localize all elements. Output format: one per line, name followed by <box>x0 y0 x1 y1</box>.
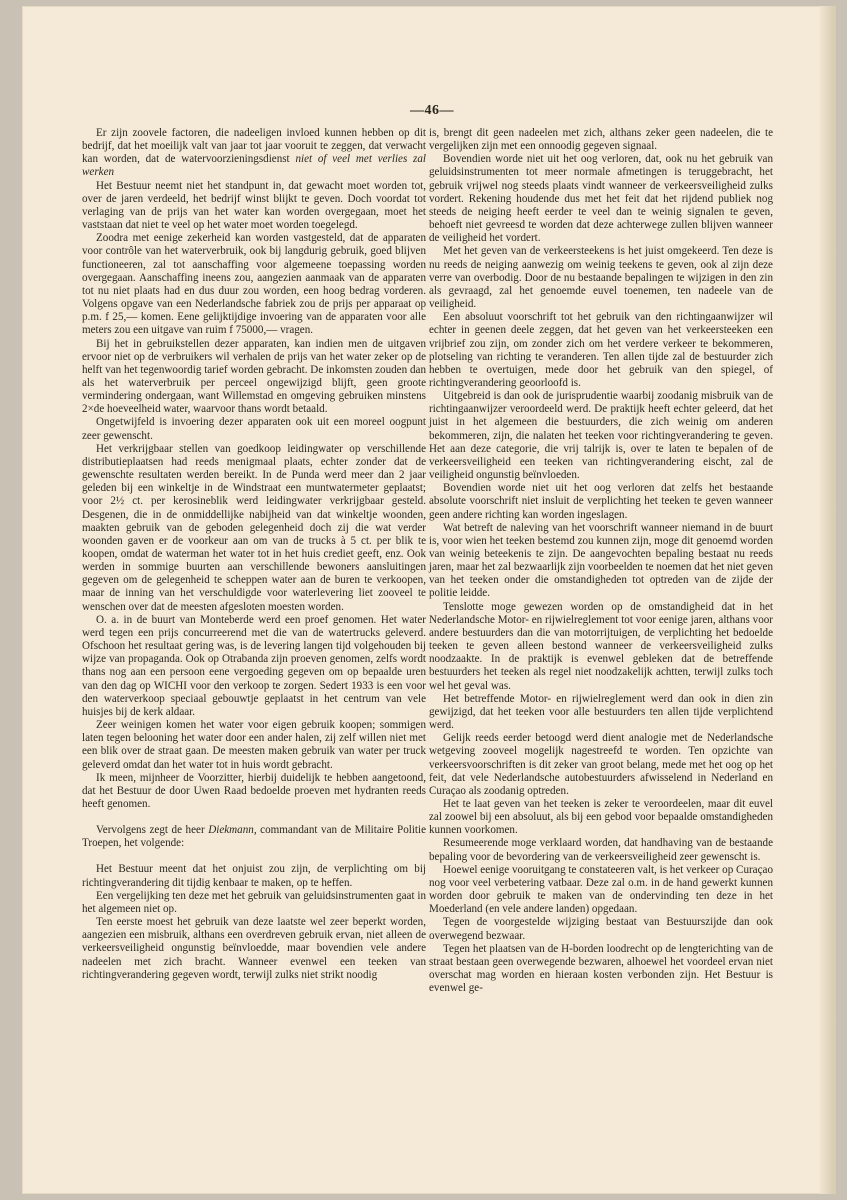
paragraph-text: Bovendien worde niet uit het oog verloren, dat, ook nu het gebruik van geluidsinstrumenten tot meer normale afmetingen is teruggebracht, het gebruik vrijwel nog steeds plaats vindt wanneer de verkeersveiligheid zulks vordert. Rekening houdende dus met het feit dat het rijdend publiek nog steeds de neiging heeft eerder te veel dan te weinig signalen te geven, behoeft niet gevreesd te worden dat deze achterwege zullen blijven wanneer de veiligheid het vordert. <box>429 153 773 245</box>
paragraph-text-after: commandant van de Militaire Politie Troepen, het volgende: <box>82 824 426 850</box>
paragraph <box>429 153 773 245</box>
paragraph <box>429 311 773 390</box>
paragraph <box>82 824 426 850</box>
paragraph <box>429 390 773 482</box>
paragraph-text: Tegen de voorgestelde wijziging bestaat van Bestuurszijde dan ook overwegend bezwaar. <box>429 916 773 942</box>
paragraph-emphasis: niet of veel met verlies zal werken <box>82 153 426 179</box>
paragraph-text: Met het geven van de verkeersteekens is het juist omgekeerd. Ten deze is nu reeds de neiging aanwezig om weinig teekens te geven, ook al zijn deze verre van overbodig. Door de nu bestaande bepalingen te wijzigen in den zin als gevraagd, zal het genoemde euvel toenemen, ten nadeele van de veiligheid. <box>429 245 773 311</box>
paragraph <box>82 232 426 337</box>
paragraph <box>429 837 773 863</box>
paragraph-text: Ten eerste moest het gebruik van deze laatste wel zeer beperkt worden, aangezien een misbruik, althans een overdreven gebruik ervan, niet alleen de verkeersveiligheid ongunstig beïnvloedde, maar bovendien vele andere nadeelen met zich bracht. Wanneer evenwel een teeken van richtingverandering gegeven wordt, terwijl zulks niet strikt noodig <box>82 916 426 981</box>
paragraph-text: Gelijk reeds eerder betoogd werd dient analogie met de Nederlandsche wetgeving zooveel mogelijk nagestreefd te worden. Ten opzichte van verkeersvoorschriften is dit zeker van groot belang, mede met het oog op het feit, dat vele Nederlandsche autobestuurders afwisselend in Nederland en Curaçao als zoodanig optreden. <box>429 732 773 797</box>
paragraph <box>82 416 426 442</box>
paragraph-text: Er zijn zoovele factoren, die nadeeligen invloed kunnen hebben op dit bedrijf, dat het moeilijk valt van jaar tot jaar vooruit te zeggen, dat verwacht kan worden, dat de watervoorzieningsdienst <box>82 127 426 166</box>
document-page <box>22 6 834 1194</box>
paragraph-text: Het verkrijgbaar stellen van goedkoop leidingwater op verschillende distributieplaatsen had reeds menigmaal plaats, echter zonder dat de gewenschte resultaten werden bereikt. In de Punda werd meer dan 2 jaar geleden bij een winkeltje in de Windstraat een muntwatermeter geplaatst; voor 2½ ct. per kerosineblik werd leidingwater verkrijgbaar gesteld. Desgenen, die in de onmiddellijke nabijheid van dat winkeltje woonden, maakten gebruik van de geboden gelegenheid doch zij die wat verder woonden gaven er de voorkeur aan om van de trucks à 5 ct. per blik te koopen, omdat de waterman het water tot in het huis crediet geeft, enz. Ook werden in sommige buurten aan verschillende bewoners aansluitingen gegeven om de gelegenheid te scheppen water aan de buren te verkoopen, maar de inning van het verschuldigde voor waterlevering liet zooveel te wenschen over dat de meesten afgesloten moesten worden. <box>82 442 426 613</box>
paragraph <box>429 522 773 601</box>
paragraph <box>82 916 426 982</box>
paragraph-text: Het betreffende Motor- en rijwielreglement werd dan ook in dien zin gewijzigd, dat het teeken voor alle bestuurders ten allen tijde verplichtend werd. <box>429 692 773 732</box>
paragraph <box>429 798 773 837</box>
paragraph-text: Zoodra met eenige zekerheid kan worden vastgesteld, dat de apparaten voor contrôle van het waterverbruik, ook bij langdurig gebruik, goed blijven functioneeren, zal tot aanschaffing voor algemeene toepassing worden overgegaan. Aanschaffing ineens zou, aangezien aanmaak van de apparaten tot nu niet plaats had en dus duur zou worden, een hoog bedrag vorderen. Volgens opgave van een Nederlandsche fabriek zou de prijs per apparaat op p.m. f 25,— komen. Eene gelijktijdige invoering van de apparaten voor alle meters zou een uitgave van ruim f 75000,— vragen. <box>82 232 426 337</box>
paragraph-text: Het te laat geven van het teeken is zeker te veroordeelen, maar dit euvel zal zoowel bij een absoluut, als bij een gebod voor bepaalde omstandigheden kunnen voorkomen. <box>429 797 773 837</box>
paragraph-text: Een vergelijking ten deze met het gebruik van geluidsinstrumenten gaat in het algemeen niet op. <box>82 889 426 915</box>
paragraph-text: Het Bestuur meent dat het onjuist zou zijn, de verplichting om bij richtingverandering dit tijdig kenbaar te maken, op te heffen. <box>82 863 426 889</box>
paragraph <box>429 245 773 311</box>
paragraph <box>429 943 773 996</box>
paragraph <box>429 693 773 732</box>
paragraph <box>429 916 773 942</box>
paragraph <box>429 732 773 798</box>
paragraph <box>82 772 426 811</box>
paragraph-text: Bij het in gebruikstellen dezer apparaten, kan indien men de uitgaven ervoor niet op de verbruikers wil verhalen de prijs van het water zeker op de helft van het tegenwoordig tarief worden gebracht. De inkomsten zouden dan als het waterverbruik per perceel ongewijzigd blijft, geen groote vermindering ondergaan, want Willemstad en omgeving gebruiken minstens 2×de hoeveelheid water, waarvoor thans wordt betaald. <box>82 337 426 416</box>
paragraph <box>429 127 773 153</box>
paragraph-text: Wat betreft de naleving van het voorschrift wanneer niemand in de buurt is, voor wien het teeken bestemd zou kunnen zijn, moge dit genoemd worden van weinig beteekenis te zijn. De aangevochten bepaling bestaat nu reeds jaren, maar het zal bezwaarlijk zijn voorbeelden te noemen dat het niet geven van het teeken onder die omstandigheden tot optreden van de zijde der politie leidde. <box>429 521 773 600</box>
paragraph-text: O. a. in de buurt van Monteberde werd een proef genomen. Het water werd tegen een prijs concurreerend met die van de watertrucks geleverd. Ofschoon het resultaat gering was, is de levering langen tijd volgehouden bij wijze van propaganda. Ook op Otrabanda zijn proeven genomen, zelfs wordt thans nog aan een persoon eene vergoeding gegeven om op bepaalde uren van den dag op WICHI voor den verkoop te zorgen. Sedert 1933 is een voor den waterverkoop speciaal gebouwtje geplaatst in het centrum van vele huisjes bij de kerk aldaar. <box>82 613 426 718</box>
paragraph-text: Tenslotte moge gewezen worden op de omstandigheid dat in het Nederlandsche Motor- en rijwielreglement tot voor eenige jaren, althans voor andere bestuurders dan die van motorrijtuigen, de verplichting het bedoelde teeken te geven alleen bestond wanneer de verkeersveiligheid zulks noodzaakte. In de praktijk is evenwel gebleken dat de betreffende bestuurders het teeken als regel niet noodzakelijk achtten, terwijl zulks toch wel het geval was. <box>429 600 773 692</box>
paragraph-text: Zeer weinigen komen het water voor eigen gebruik koopen; sommigen laten tegen belooning het water door een ander halen, zij zelf willen niet met een blik over de straat gaan. De meesten maken gebruik van water per truck geleverd omdat dan het water tot in huis wordt gebracht. <box>82 719 426 771</box>
paragraph <box>82 614 426 719</box>
paragraph <box>82 890 426 916</box>
page-edge <box>820 6 834 1194</box>
paragraph-text: is, brengt dit geen nadeelen met zich, althans zeker geen nadeelen, die te vergelijken zijn met een onnoodig gegeven signaal. <box>429 127 773 153</box>
paragraph-text: Bovendien worde niet uit het oog verloren dat zelfs het bestaande absolute voorschrift niet insluit de verplichting het teeken te geven wanneer geen andere richting kan worden ingeslagen. <box>429 482 773 521</box>
paragraph-text: Tegen het plaatsen van de H-borden loodrecht op de lengterichting van de straat bestaan geen overwegende bezwaren, alhoewel het voordeel ervan niet overschat mag worden en hieraan kosten verbonden zijn. Het Bestuur is evenwel ge- <box>429 942 773 995</box>
paragraph-emphasis: Diekmann, <box>208 824 257 837</box>
right-column <box>429 127 773 995</box>
paragraph-text: Vervolgens zegt de heer <box>96 824 209 837</box>
paragraph-text: Ik meen, mijnheer de Voorzitter, hierbij duidelijk te hebben aangetoond, dat het Bestuur de door Uwen Raad bedoelde proeven met hydranten reeds heeft genomen. <box>82 771 426 810</box>
paragraph-text: Uitgebreid is dan ook de jurisprudentie waarbij zoodanig misbruik van de richtingaanwijzer veroordeeld werd. De praktijk heeft echter geleerd, dat het juist in het algemeen die bestuurders, die zich weinig om anderen bekommeren, zijn, die nalaten het teeken voor richtingverandering te geven. Het aan deze categorie, die vrij talrijk is, over te laten te bepalen of de verkeersveiligheid een teeken van richtingverandering eischt, zal de veiligheid ongunstig beïnvloeden. <box>429 390 773 482</box>
page-number: —46— <box>410 103 454 118</box>
paragraph-text: Hoewel eenige vooruitgang te constateeren valt, is het verkeer op Curaçao nog voor veel verbetering vatbaar. Deze zal o.m. in de hand gewerkt kunnen worden door gebruik te maken van de ondervinding ten deze in het Moederland (en vele andere landen) opgedaan. <box>429 863 773 916</box>
paragraph <box>82 719 426 772</box>
paragraph-text: Resumeerende moge verklaard worden, dat handhaving van de bestaande bepaling voor de bevordering van de verkeersveiligheid zeer gewenscht is. <box>429 837 773 863</box>
paragraph-text: Ongetwijfeld is invoering dezer apparaten ook uit een moreel oogpunt zeer gewenscht. <box>82 416 426 442</box>
paragraph <box>82 180 426 233</box>
paragraph <box>82 863 426 889</box>
paragraph <box>82 338 426 417</box>
paragraph <box>82 127 426 180</box>
paragraph <box>82 443 426 614</box>
paragraph <box>429 864 773 917</box>
left-column <box>82 127 426 982</box>
paragraph-text: Een absoluut voorschrift tot het gebruik van den richtingaanwijzer wil echter in geenen deele zeggen, dat het geven van het verkeersteeken een vrijbrief zou zijn, om zonder zich om het verdere verkeer te bekommeren, plotseling van richting te veranderen. Ten allen tijde zal de bestuurder zich hebben te overtuigen, mede door het gebruik van den spiegel, of richtingverandering geoorloofd is. <box>429 311 773 389</box>
paragraph-text: Het Bestuur neemt niet het standpunt in, dat gewacht moet worden tot, over de jaren verdeeld, het bedrijf winst blijkt te geven. Doch voordat tot verlaging van de prijs van het water kan worden overgegaan, moet het vaststaan dat niet te veel op het water moet worden toegelegd. <box>82 179 426 232</box>
paragraph <box>429 601 773 693</box>
paragraph <box>429 482 773 521</box>
